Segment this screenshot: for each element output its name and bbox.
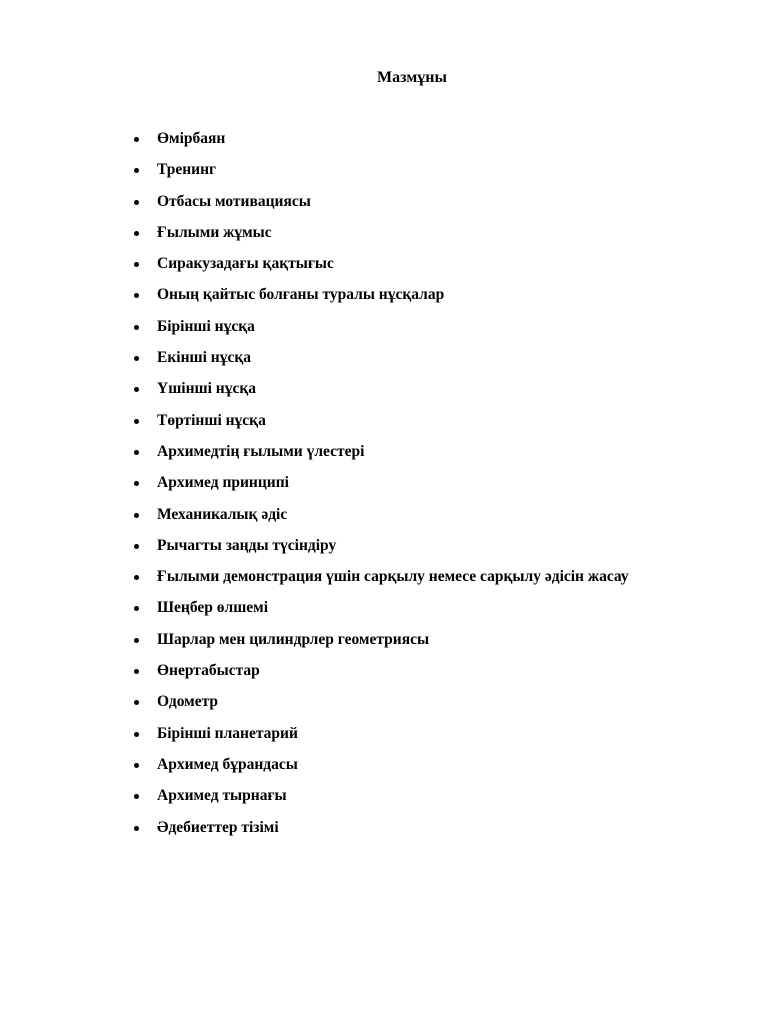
list-item-label: Әдебиеттер тізімі bbox=[157, 818, 279, 836]
list-item-label: Өмірбаян bbox=[157, 130, 226, 147]
bullet-icon bbox=[134, 700, 139, 705]
list-item-label: Бірінші нұсқа bbox=[157, 317, 255, 335]
list-item-label: Үшінші нұсқа bbox=[157, 380, 257, 398]
list-item-label: Одометр bbox=[157, 693, 219, 711]
list-item-label: Ғылыми жұмыс bbox=[157, 223, 272, 241]
list-item-label: Өнертабыстар bbox=[157, 662, 260, 680]
bullet-icon bbox=[134, 387, 139, 392]
bullet-icon bbox=[134, 200, 139, 205]
list-item-label: Архимедтің ғылыми үлестері bbox=[157, 442, 365, 460]
bullet-icon bbox=[134, 325, 139, 330]
bullet-icon bbox=[134, 638, 139, 643]
list-item-label: Тренинг bbox=[157, 161, 217, 179]
list-item-label: Төртінші нұсқа bbox=[157, 411, 266, 429]
bullet-icon bbox=[134, 826, 139, 831]
list-item-label: Шеңбер өлшемі bbox=[157, 599, 269, 617]
list-item-label: Отбасы мотивациясы bbox=[157, 192, 311, 210]
bullet-icon bbox=[134, 794, 139, 799]
list-item-label: Архимед тырнағы bbox=[157, 787, 287, 805]
bullet-icon bbox=[134, 450, 139, 455]
bullet-icon bbox=[134, 669, 139, 674]
list-item-label: Сиракузадағы қақтығыс bbox=[157, 255, 334, 273]
bullet-icon bbox=[134, 262, 139, 267]
bullet-icon bbox=[134, 763, 139, 768]
bullet-icon bbox=[134, 293, 139, 298]
bullet-icon bbox=[134, 231, 139, 236]
bullet-icon bbox=[134, 544, 139, 549]
list-item-label: Шарлар мен цилиндрлер геометриясы bbox=[157, 630, 430, 648]
bullet-icon bbox=[134, 137, 139, 142]
list-item-label: Архимед бұрандасы bbox=[157, 755, 298, 773]
bullet-icon bbox=[134, 575, 139, 580]
bullet-icon bbox=[134, 481, 139, 486]
list-item-label: Оның қайтыс болғаны туралы нұсқалар bbox=[157, 286, 445, 304]
list-item-label: Рычагты заңды түсіндіру bbox=[157, 536, 337, 554]
bullet-icon bbox=[134, 168, 139, 173]
bullet-icon bbox=[134, 606, 139, 611]
bullet-icon bbox=[134, 356, 139, 361]
list-item-label: Екінші нұсқа bbox=[157, 349, 252, 367]
page-title: Мазмұны bbox=[377, 69, 447, 86]
list-item-label: Механикалық әдіс bbox=[157, 505, 288, 523]
bullet-icon bbox=[134, 419, 139, 424]
list-item-label: Архимед принципі bbox=[157, 474, 289, 492]
list-item-label: Ғылыми демонстрация үшін сарқылу немесе сарқылу әдісін жасау bbox=[157, 568, 629, 586]
list-item-label: Бірінші планетарий bbox=[157, 724, 298, 742]
bullet-icon bbox=[134, 513, 139, 518]
bullet-icon bbox=[134, 732, 139, 737]
